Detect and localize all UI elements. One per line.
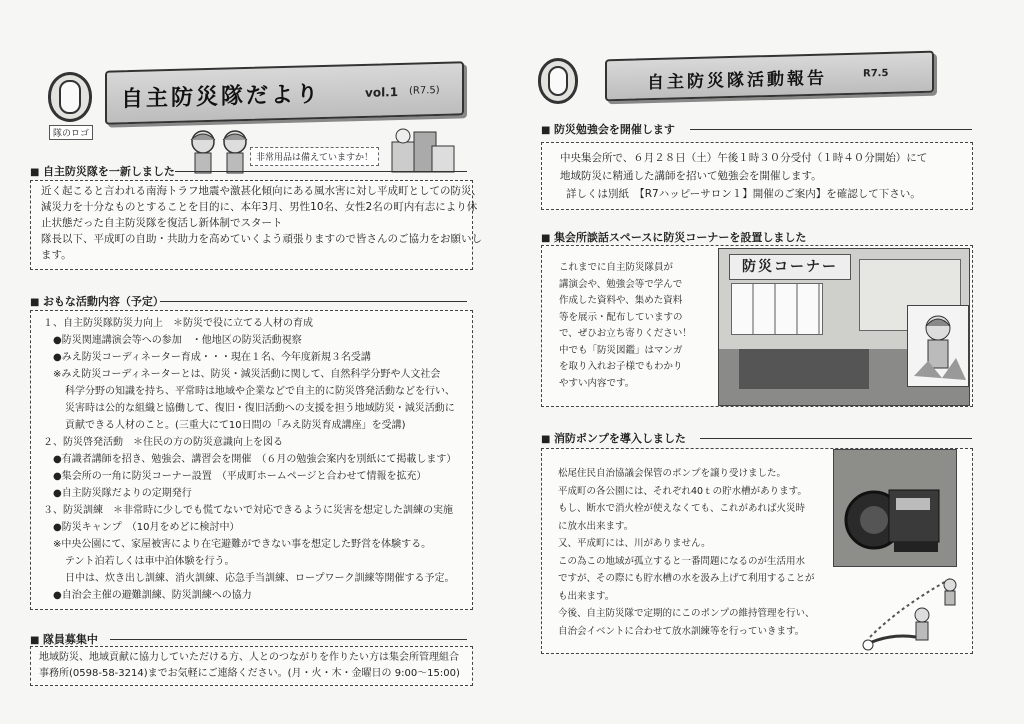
mascot-inset (907, 305, 969, 387)
corner-line: で、ぜひお立ち寄りください！ (559, 328, 692, 339)
left-title-banner (105, 61, 464, 124)
meeting-line: 地域防災に精通した講師を招いて勉強会を開催します。 (560, 170, 822, 182)
section-divider (175, 171, 467, 172)
section-divider (700, 438, 972, 439)
recruit-line: 地域防災、地域貢献に協力していただける方、人とのつながりを作りたい方は集会所管理組合 (39, 652, 459, 663)
pump-line: 自治会イベントに合わせて放水訓練等を行っていきます。 (558, 625, 805, 637)
report-title: 自主防災隊活動報告 (647, 68, 827, 94)
newsletter-volume: vol.1 (365, 85, 399, 100)
logo-caption: 隊のロゴ (49, 125, 93, 140)
recruitment-box (30, 646, 473, 686)
speech-bubble (250, 147, 379, 166)
section-divider (110, 639, 467, 640)
pump-line: 又、平成町には、川がありません。 (558, 538, 711, 549)
activity-line: 日中は、炊き出し訓練、消火訓練、応急手当訓練、ロープワーク訓練等開催する予定。 (65, 573, 455, 584)
newsletter-title: 自主防災隊だより (121, 82, 322, 113)
report-date: R7.5 (863, 67, 889, 80)
disaster-corner-photo (718, 248, 970, 406)
team-logo-icon (538, 58, 578, 104)
newsletter-date: (R7.5) (409, 84, 440, 97)
pump-line: もし、断水で消火栓が使えなくても、これがあれば火災時 (558, 503, 806, 514)
activity-line: ※中央公園にて、家屋被害により在宅避難ができない事を想定した野営を体験する。 (53, 539, 432, 550)
pump-line: も出来ます。 (558, 590, 615, 602)
pump-line: ですが、その際にも貯水槽の水を汲み上げて利用することが (558, 573, 815, 584)
corner-line: を取り入れお子様でもわかり (559, 361, 683, 372)
activity-line: ●集会所の一角に防災コーナー設置 （平成町ホームページと合わせて情報を拡充） (53, 471, 427, 482)
display-table (739, 349, 869, 389)
wall-posters (731, 283, 823, 335)
corner-line: これまでに自主防災隊員が (559, 262, 674, 273)
activity-line: ●自主防災隊だよりの定期発行 (53, 488, 192, 499)
body-line: 減災力を十分なものとすることを目的に、本年3月、男性10名、女性2名の町内有志により休 (41, 201, 478, 213)
pump-line: 平成町の各公園には、それぞれ40ｔの貯水槽があります。 (558, 485, 807, 497)
activity-line: 科学分野の知識を持ち、平常時は地域や企業などで自主的に防災啓発活動などを行い、 (65, 386, 455, 397)
fire-pump-photo (833, 449, 957, 567)
pump-line: に放水出来ます。 (558, 520, 634, 532)
meeting-line: 中央集会所で、６月２８日（土）午後１時３０分受付（１時４０分開始）にて (560, 152, 928, 164)
activity-line: ３、防災訓練 ＊非常時に少しでも慌てないで対応できるように災害を想定した訓練の実施 (43, 505, 453, 516)
activity-line: ※みえ防災コーディネーターとは、防災・減災活動に関して、自然科学分野や人文社会 (53, 369, 441, 380)
bubble-text: 非常用品は備えていますか！ (256, 153, 374, 163)
team-logo-icon (48, 72, 92, 122)
study-meeting-box (541, 142, 973, 210)
corner-line: 作成した資料や、集めた資料 (559, 295, 683, 306)
section-title-team-renewal: ■ 自主防災隊を一新しました (30, 163, 175, 179)
activity-line: ●防災キャンプ （10月をめどに検討中） (53, 522, 240, 533)
pump-text (558, 465, 815, 640)
activity-line: 災害時は公的な組織と協働して、復旧・復旧活動への支援を担う地域防災・減災活動に (65, 403, 455, 414)
activity-line: ●自治会主催の避難訓練、防災訓練への協力 (53, 590, 252, 601)
poster-banner (729, 254, 851, 280)
meeting-line: 詳しくは別紙 【R7ハッピーサロン１】開催のご案内】を確認して下さい。 (566, 188, 921, 200)
corner-line: 等を展示・配布していますの (559, 311, 683, 323)
activity-line: 貢献できる人材のこと。(三重大にて10日間の「みえ防災育成講座」を受講) (65, 420, 406, 431)
activity-line: ２、防災啓発活動 ＊住民の方の防災意識向上を図る (43, 437, 283, 448)
pump-line: この為この地域が孤立すると一番問題になるのが生活用水 (558, 555, 806, 567)
body-line: 隊長以下、平成町の自助・共助力を高めていくよう頑張りますので皆さんのご協力をお願いし (41, 233, 482, 245)
left-logo (48, 72, 92, 122)
right-logo (538, 58, 578, 104)
corner-line: 講演会や、勉強会等で学んで (559, 278, 683, 290)
corner-text (559, 260, 692, 392)
disaster-corner-box (541, 245, 973, 407)
emergency-supplies-illustration (388, 124, 458, 176)
team-renewal-box (30, 180, 482, 270)
section-divider (690, 129, 972, 130)
section-title-disaster-corner: ■ 集会所談話スペースに防災コーナーを設置しました (541, 229, 806, 245)
activities-box (30, 310, 473, 610)
fire-pump-box (541, 448, 973, 654)
activity-line: １、自主防災隊防災力向上 ＊防災で役に立てる人材の育成 (43, 318, 313, 329)
hose-training-illustration (860, 567, 970, 653)
right-title-banner (605, 51, 934, 102)
activity-line: テント泊若しくは車中泊体験を行う。 (65, 556, 235, 567)
recruit-line: 事務所(0598-58-3214)までお気軽にご連絡ください。(月・火・木・金曜日の 9:00～15:00) (39, 668, 460, 679)
section-divider (160, 301, 467, 302)
section-title-recruitment: ■ 隊員募集中 (30, 631, 98, 647)
body-line: 止状態だった自主防災隊を復活し新体制でスタート (41, 217, 283, 229)
activity-line: ●有識者講師を招き、勉強会、講習会を開催 （６月の勉強会案内を別紙にて掲載します） (53, 454, 457, 465)
corner-line: 中でも「防災図鑑」はマンガ (559, 344, 683, 356)
pump-line: 松尾住民自治協議会保管のポンプを譲り受けました。 (558, 468, 787, 479)
section-title-fire-pump: ■ 消防ポンプを導入しました (541, 430, 686, 446)
section-title-study-meeting: ■ 防災勉強会を開催します (541, 121, 675, 137)
poster-text: 防災コーナー (742, 259, 838, 275)
section-title-activities: ■ おもな活動内容（予定） (30, 293, 164, 309)
activity-line: ●みえ防災コーディネーター育成・・・現在１名、今年度新規３名受講 (53, 352, 371, 363)
activity-line: ●防災関連講演会等への参加 ・他地区の防災活動視察 (53, 335, 302, 346)
body-line: 近く起こると言われる南海トラフ地震や激甚化傾向にある風水害に対し平成町としての防災、 (41, 185, 482, 197)
pump-line: 今後、自主防災隊で定期的にこのポンプの維持管理を行い、 (558, 608, 815, 619)
corner-line: やすい内容です。 (559, 377, 635, 389)
body-line: ます。 (41, 249, 72, 261)
